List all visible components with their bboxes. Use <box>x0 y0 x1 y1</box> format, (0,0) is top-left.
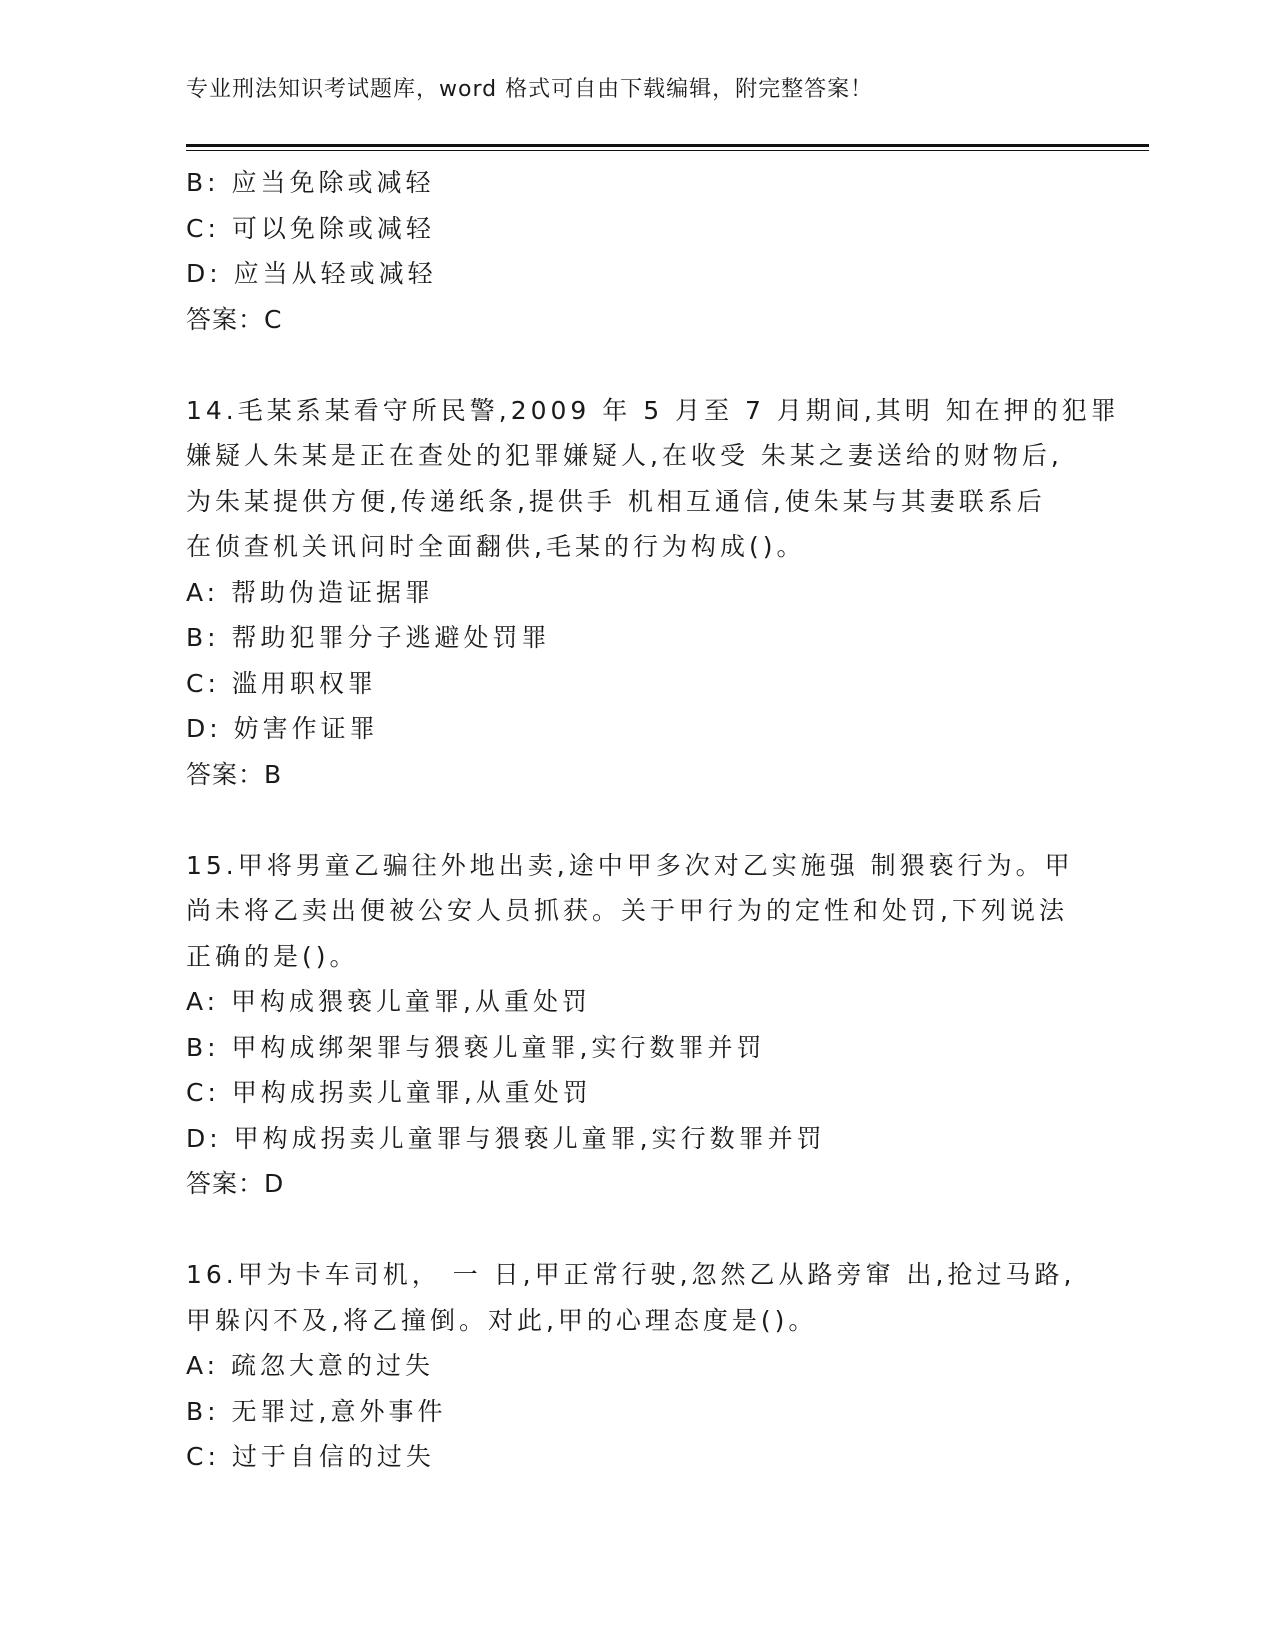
option-b: B: 帮助犯罪分子逃避处罚罪 <box>186 623 551 652</box>
option-c: C: 过于自信的过失 <box>186 1442 435 1471</box>
question-stem-line: 尚未将乙卖出便被公安人员抓获。关于甲行为的定性和处罚,下列说法 <box>186 896 1068 925</box>
question-16 <box>186 1252 1086 1480</box>
question-14 <box>186 388 1120 798</box>
answer: 答案：C <box>186 304 283 334</box>
page-header: 专业刑法知识考试题库，word 格式可自由下载编辑，附完整答案！ <box>186 77 874 102</box>
option-d: D: 甲构成拐卖儿童罪与猥亵儿童罪,实行数罪并罚 <box>186 1123 826 1153</box>
question-stem-line: 为朱某提供方便,传递纸条,提供手 机相互通信,使朱某与其妻联系后 <box>186 486 1046 516</box>
option-d: D: 应当从轻或减轻 <box>186 259 437 288</box>
answer: 答案：B <box>186 759 283 789</box>
question-stem-line: 16.甲为卡车司机， 一 日,甲正常行驶,忽然乙从路旁窜 出,抢过马路, <box>186 1260 1076 1289</box>
question-stem-line: 15.甲将男童乙骗往外地出卖,途中甲多次对乙实施强 制猥亵行为。甲 <box>186 850 1074 880</box>
header-divider-thin <box>186 150 1149 151</box>
option-b: B: 甲构成绑架罪与猥亵儿童罪,实行数罪并罚 <box>186 1032 766 1062</box>
question-stem-line: 正确的是()。 <box>186 941 359 971</box>
option-d: D: 妨害作证罪 <box>186 714 379 743</box>
question-15 <box>186 843 1086 1207</box>
option-b: B: 无罪过,意外事件 <box>186 1396 447 1426</box>
header-divider-thick <box>186 144 1149 147</box>
option-a: A: 疏忽大意的过失 <box>186 1351 435 1380</box>
option-c: C: 滥用职权罪 <box>186 668 377 698</box>
spacer <box>186 342 1086 388</box>
option-b: B: 应当免除或减轻 <box>186 168 435 197</box>
question-stem-line: 甲躲闪不及,将乙撞倒。对此,甲的心理态度是()。 <box>186 1305 818 1335</box>
question-content <box>186 160 1120 1480</box>
option-c: C: 可以免除或减轻 <box>186 213 435 243</box>
spacer <box>186 1207 1086 1253</box>
option-c: C: 甲构成拐卖儿童罪,从重处罚 <box>186 1078 592 1107</box>
spacer <box>186 797 1086 843</box>
option-a: A: 甲构成猥亵儿童罪,从重处罚 <box>186 987 591 1016</box>
question-13-fragment <box>186 160 1086 342</box>
question-stem-line: 14.毛某系某看守所民警,2009 年 5 月至 7 月期间,其明 知在押的犯罪 <box>186 395 1120 425</box>
question-stem-line: 在侦查机关讯问时全面翻供,毛某的行为构成()。 <box>186 532 806 561</box>
option-a: A: 帮助伪造证据罪 <box>186 577 435 607</box>
question-stem-line: 嫌疑人朱某是正在查处的犯罪嫌疑人,在收受 朱某之妻送给的财物后, <box>186 441 1063 470</box>
answer: 答案：D <box>186 1169 285 1198</box>
